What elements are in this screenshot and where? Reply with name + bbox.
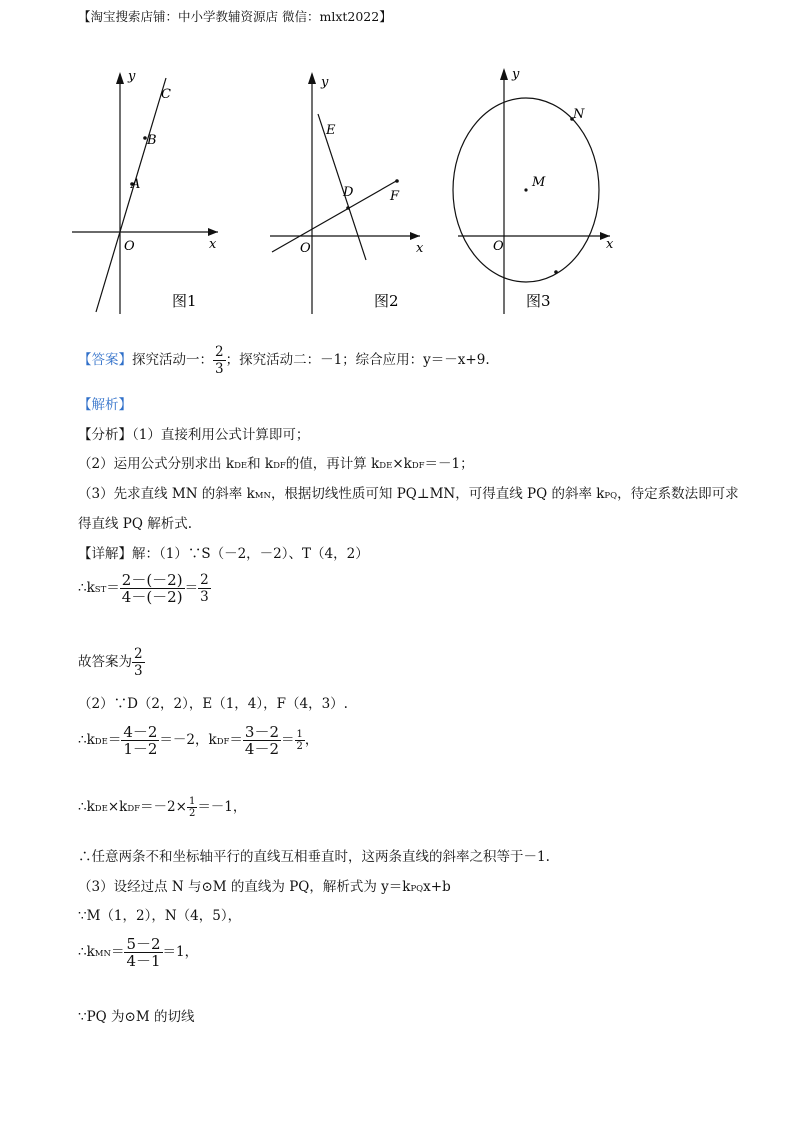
kmn-fraction [124, 936, 162, 969]
detail-mn-line: ∵M（1，2），N（4，5）， [78, 908, 242, 924]
fig1-x-label: x [209, 237, 217, 252]
frac-num: 4－2 [123, 723, 158, 741]
text-span: ＝ [107, 732, 122, 748]
kdf-result-fraction [295, 729, 305, 752]
fig2-point-f [395, 179, 399, 183]
frac-den: 3 [200, 589, 209, 605]
frac-num: 2 [200, 572, 209, 588]
fig2-y-label: y [321, 75, 329, 90]
fig3-point-m [524, 188, 527, 191]
frac-num: 1 [188, 796, 196, 807]
fig1-line-abc [96, 78, 166, 312]
frac-den: 4－1 [126, 952, 161, 970]
text-span: ＝ [106, 580, 120, 596]
kst-fraction [120, 572, 185, 605]
kmn-equation [78, 936, 198, 969]
fig3-m-label: M [532, 175, 546, 190]
text-span: 的值，再计算 k [285, 456, 380, 472]
text-span: ＝ [110, 944, 125, 960]
analysis-line-1: 【分析】（1）直接利用公式计算即可； [78, 427, 310, 443]
analysis-line-4: 得直线 PQ 解析式. [78, 516, 193, 532]
fig1-b-label: B [147, 133, 157, 148]
fig2-line-df [272, 180, 398, 252]
text-span: ＝ [229, 732, 243, 748]
subscript: MN [254, 491, 271, 501]
fig2-f-label: F [390, 189, 400, 204]
detail-last-line: ∵PQ 为⊙M 的切线 [78, 1009, 195, 1025]
subscript: DF [127, 804, 141, 814]
text-span: ＝－1， [197, 799, 247, 815]
detail-line-1: 【详解】解：（1）∵S（－2，－2）、T（4，2） [78, 546, 369, 562]
text-span: ＝－2，k [159, 732, 217, 748]
fig2-origin-label: O [300, 241, 311, 256]
fig2-point-d [346, 206, 350, 210]
frac-num: 2－(－2) [121, 571, 183, 589]
kst-equation [78, 572, 211, 605]
detail-line-2: （2）∵D（2，2），E（1，4），F（4，3）. [78, 696, 348, 712]
fig2-caption: 图2 [374, 292, 399, 310]
subscript: DE [379, 461, 393, 471]
subscript: DF [216, 737, 230, 747]
frac-den: 2 [188, 808, 196, 819]
frac-num: 2 [134, 646, 143, 662]
text-span: （2）运用公式分别求出 k [78, 456, 235, 472]
figure-3 [446, 64, 616, 324]
subscript: DF [411, 461, 425, 471]
analysis-line-3 [78, 485, 739, 505]
fig3-y-label: y [512, 67, 520, 82]
fig2-x-label: x [416, 241, 424, 256]
text-span: ∴k [78, 799, 95, 815]
text-span: ＝－2× [140, 799, 187, 815]
fig2-e-label: E [326, 123, 336, 138]
fig1-origin-label: O [124, 239, 135, 254]
fig1-caption: 图1 [172, 292, 197, 310]
text-span: ×k [392, 456, 412, 472]
detail-line-3 [78, 878, 451, 898]
subscript: DE [94, 804, 108, 814]
subscript: DF [273, 461, 286, 471]
answer-part2: ；探究活动二：－1；综合应用：y＝－x+9. [225, 352, 490, 368]
subscript: DE [234, 461, 248, 471]
answer-part1: 探究活动一： [132, 352, 213, 368]
product-equation [78, 796, 246, 819]
header-text: 【淘宝搜索店铺：中小学教辅资源店 微信：mlxt2022】 [78, 9, 392, 24]
text-span: 和 k [247, 456, 274, 472]
kde-fraction [121, 724, 159, 757]
fig3-origin-label: O [493, 239, 504, 254]
answer-fraction [213, 344, 226, 377]
prod-fraction [187, 796, 197, 819]
analysis-tag: 【解析】 [78, 397, 132, 413]
text-span: （3）设经过点 N 与⊙M 的直线为 PQ，解析式为 y＝k [78, 879, 411, 895]
frac-den: 4－2 [244, 740, 279, 758]
kst-result-fraction [198, 572, 211, 605]
subscript: ST [94, 585, 107, 595]
figure-1 [68, 64, 228, 324]
subscript: DE [94, 737, 108, 747]
fig3-point-bottom [554, 270, 558, 274]
text-span: ×k [107, 799, 128, 815]
frac-den: 4－(－2) [121, 588, 183, 606]
text-span: ， [304, 732, 319, 748]
text-span: ∴k [78, 944, 95, 960]
kdf-fraction [243, 724, 281, 757]
figure-2 [266, 64, 436, 324]
text-span: ，根据切线性质可知 PQ⊥MN，可得直线 PQ 的斜率 k [270, 486, 605, 502]
subscript: MN [94, 949, 111, 959]
text-span: ＝ [184, 580, 199, 596]
fig1-c-label: C [161, 87, 171, 102]
text-span: 故答案为 [78, 654, 132, 670]
frac-den: 3 [134, 663, 143, 679]
fig2-d-label: D [343, 185, 354, 200]
text-span: （3）先求直线 MN 的斜率 k [78, 486, 255, 502]
fig1-y-label: y [128, 69, 136, 84]
text-span: ∴k [78, 732, 95, 748]
answer-frac-num: 2 [215, 344, 224, 360]
text-span: x+b [423, 879, 451, 895]
text-span: ＝－1； [424, 456, 474, 472]
frac-num: 3－2 [244, 723, 279, 741]
ans-fraction [132, 646, 145, 679]
text-span: ＝ [281, 732, 295, 748]
answer-frac-den: 3 [215, 361, 224, 377]
answer-tag: 【答案】 [78, 352, 132, 368]
subscript: PQ [604, 491, 618, 501]
subscript: PQ [410, 884, 424, 894]
frac-den: 2 [296, 741, 303, 752]
answer-repeat [78, 646, 145, 679]
text-span: ∴k [78, 580, 95, 596]
text-span: ＝1， [162, 944, 199, 960]
frac-den: 1－2 [123, 740, 158, 758]
frac-num: 5－2 [126, 935, 161, 953]
detail-any-line: ∴任意两条不和坐标轴平行的直线互相垂直时，这两条直线的斜率之积等于－1. [78, 849, 550, 865]
text-span: ，待定系数法即可求 [617, 486, 739, 502]
analysis-line-2 [78, 455, 474, 475]
answer-line [78, 344, 490, 377]
fig3-x-label: x [606, 237, 614, 252]
kde-kdf-equation [78, 724, 318, 757]
frac-num: 1 [296, 729, 303, 740]
fig3-n-label: N [573, 107, 585, 122]
fig1-a-label: A [131, 177, 141, 192]
fig3-caption: 图3 [526, 292, 551, 310]
